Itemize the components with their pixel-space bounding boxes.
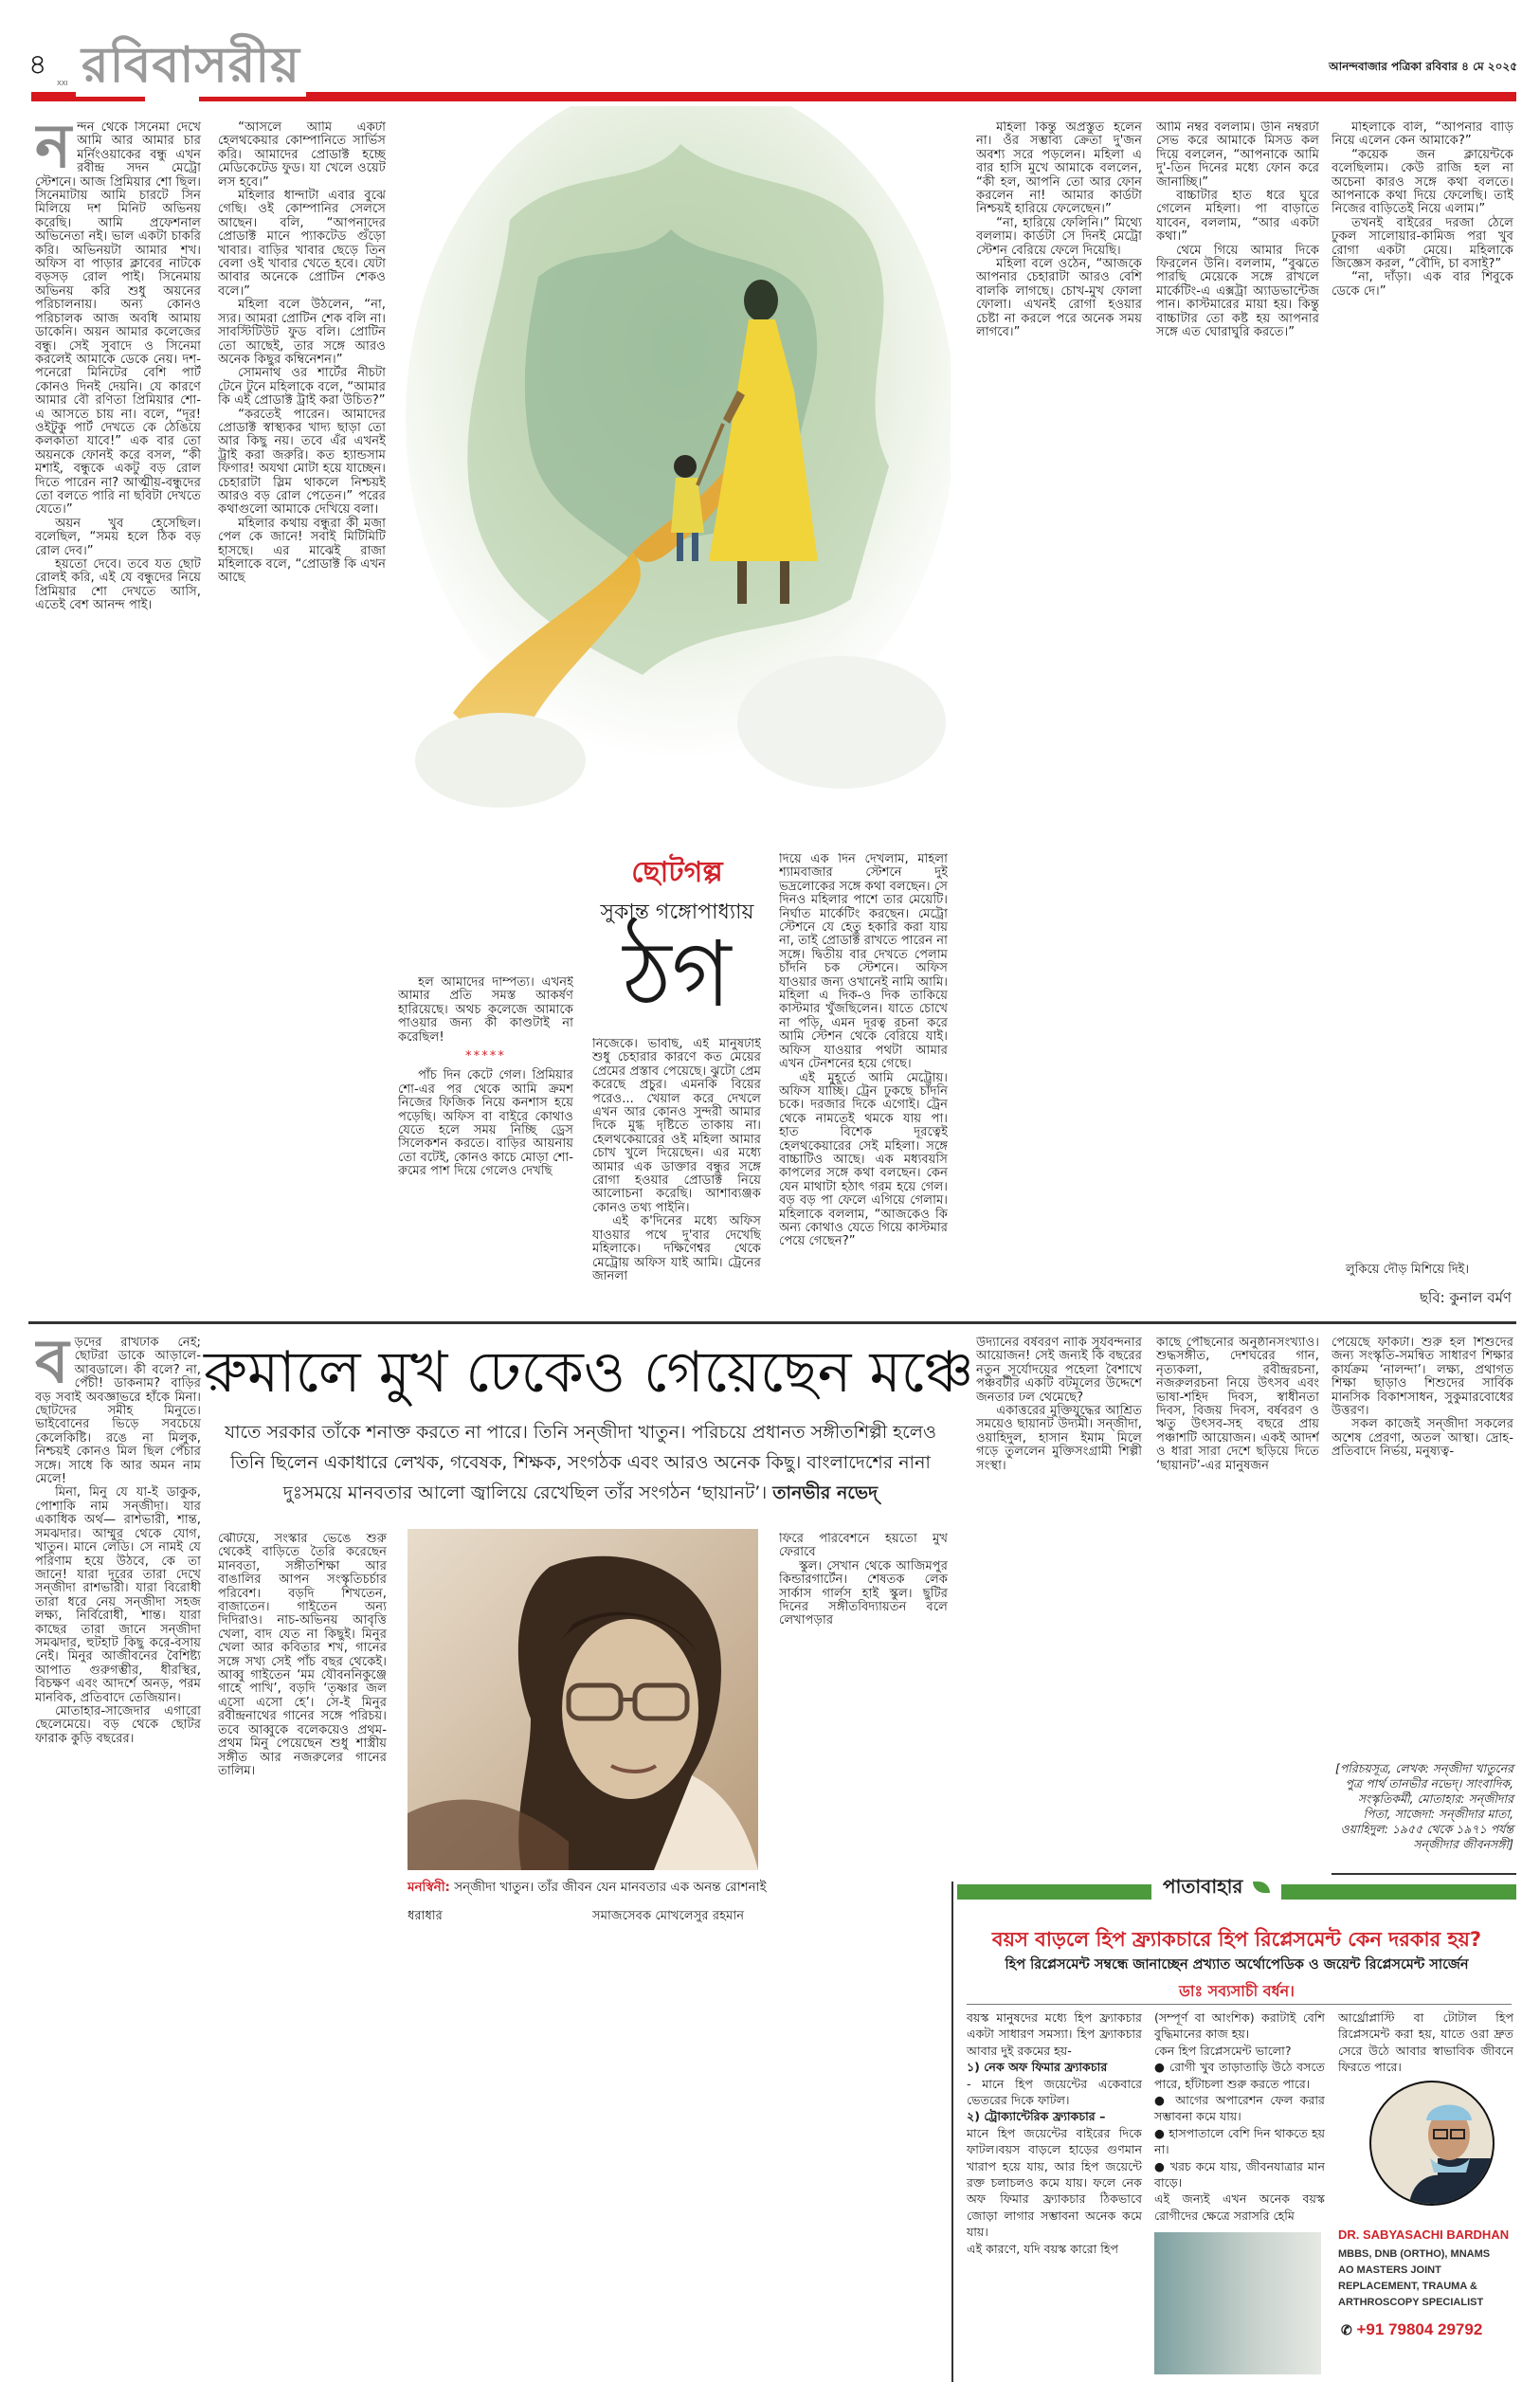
paragraph: সমাজসেবক মোখলেসুর রহমান (592, 1910, 745, 1923)
leaf-icon (1253, 1882, 1270, 1893)
paragraph: মিনা, মিনু যে যা-ই ডাকুক, পোশাকি নাম সন্‌জীদা। যার একাধিক অর্থ— রাশভারী, শান্ত, সমঝদার। আম্মুর থেকে যোগ, খাতুন। মানে লেডি। সে নামই যে পরিণাম হয়ে উঠবে, কে তা জানে! যারা দূরের তারা দেখে সন্‌জীদা রাশভারী। যারা বিরোধী তারা ধরে নেয় সন্‌জীদা সহজ লক্ষ্য, নির্বিরোধী, শান্ত। যারা কাছের তারা জানে সন্‌জীদা সমঝদার, হুটহাট কিছু করে-বসায় নেই। মিনুর আজীবনের বৈশিষ্ট্য আপাত গুরুগম্ভীর, ধীরস্থির, বিচক্ষণ এবং আদর্শে অনড়, পরম মানবিক, প্রতিবাদে তেজিয়ান। (35, 1485, 201, 1705)
story-title: ঠগ (623, 921, 732, 1027)
paragraph: পেয়েছে ফাঁকটা। শুরু হল শিশুদের জন্য সংস্কৃতি-সমন্বিত সাধারণ শিক্ষার কার্যক্রম ‘নালন্দা’। লক্ষ্য, প্রথাগত শিক্ষা ছাড়াও শিশুদের সার্বিক মানসিক বিকাশসাধন, সুকুমারবোধের উত্তরণ। (1332, 1336, 1513, 1419)
feature-column-7 (1156, 1336, 1319, 1872)
page-number: ৪ (28, 48, 47, 82)
advert-border (951, 1882, 953, 2382)
credential-line: AO MASTERS JOINT (1338, 2264, 1441, 2276)
paragraph: হয়তো দেবে। তবে যত ছোট রোলই করি, এই যে বন্ধুদের নিয়ে প্রিমিয়ার শো দেখতে আসি, এতেই বেশ আনন্দ পাই। (35, 557, 201, 613)
paragraph: থেমে গিয়ে আমার দিকে ফিরলেন উনি। বললাম, “বুঝতে পারছি মেয়েকে সঙ্গে রাখলে মার্কেটিং-এ এক্সট্রা অ্যাডভান্টেজ পান। কাস্টমারের মায়া হয়। কিন্তু বাচ্চাটার তো কষ্ট হয় আপনার সঙ্গে এত ঘোরাঘুরি করতে।” (1156, 243, 1319, 340)
advert-column-2 (1154, 2009, 1325, 2224)
paragraph: কাছে পৌঁছনোর অনুষ্ঠানসংখ্যাও। শুদ্ধসঙ্গীত, দেশঘরের গান, নৃত্যকলা, রবীন্দ্ররচনা, নজরুলরচনা নিয়ে উৎসব এবং ভাষা-শহিদ দিবস, স্বাধীনতা দিবস, বিজয় দিবস, বর্ষবরণ ও ঋতু উৎসব-সহ বছরে প্রায় পঞ্চাশটি আয়োজন। একই আদর্শ ও ধারা সারা দেশে ছড়িয়ে দিতে ‘ছায়ানট’-এর মানুষজন (1156, 1336, 1319, 1473)
paragraph: মহিলা কিন্তু অপ্রস্তুত হলেন না। ওঁর সম্ভাব্য ক্রেতা দু'জন অবশ্য সরে পড়লেন। মহিলা এ বার হাসি মুখে আমাকে বললেন, “কী হল, আপনি তো আর ফোন করলেন না! আমার কার্ডটা নিশ্চয়ই হারিয়ে ফেলেছেন।” (976, 121, 1142, 217)
phone-icon: ✆ (1341, 2322, 1352, 2337)
story-column-4 (592, 1038, 761, 1313)
paragraph: ড়দের রাখঢাক নেই; ছোটরা ডাকে আড়ালে-আবডালে। কী বলে? না, পেঁচী! ডাকনাম? বাড়ির বড় সবাই অবজ্ঞাভরে হাঁকে মিনা। ছোটদের সমীহ মিনুতে। ভাইবোনের ভিড়ে সবচেয়ে কেলেকিষ্টি। রঙে না মিলুক, নিশ্চয়ই কোনও মিল ছিল পেঁচার সঙ্গে। সাধে কি আর অমন নাম মেলে! (35, 1336, 201, 1487)
advert-bullet: ● আগের অপারেশন ফেল করার সম্ভাবনা কমে যায়। (1154, 2093, 1325, 2124)
advert-divider (967, 2004, 1512, 2005)
paragraph: আমি নম্বর বললাম। উনি নম্বরটা সেভ করে আমাকে মিসড কল দিয়ে বললেন, “আপনাকে আমি দু'-তিন দিনের মধ্যে ফোন করে জানাচ্ছি।” (1156, 121, 1319, 190)
advert-bullet: ● হাসপাতালে বেশি দিন থাকতে হয় না। (1154, 2125, 1325, 2157)
paragraph: মহিলার ধান্দাটা এবার বুঝে গেছি। ওই কোম্পানির সেলসে আছেন। বলি, “আপনাদের প্রোডাক্ট মানে প্যাকটেড গুঁড়ো খাবার। বাড়ির খাবার ছেড়ে তিন বেলা ওই খাবার খেতে হবে। যেটা আবার অনেকে প্রোটিন শেকও বলে।” (218, 189, 386, 299)
doctor-phone[interactable] (1341, 2320, 1482, 2339)
header-rule-right (199, 92, 1516, 101)
paragraph: একাত্তরের মুক্তিযুদ্ধের আশ্রিত সময়েও ছায়ানট উদ্যমী। সন্‌জীদা, ওয়াহিদুল, হাসান ইমাম মিলে গড়ে তুললেন মুক্তিসংগ্রামী শিল্পী সংস্থা। (976, 1404, 1142, 1473)
caption-text: সন্‌জীদা খাতুন। তাঁর জীবন যেন মানবতার এক অনন্ত রোশনাই (454, 1880, 767, 1895)
doctor-credentials (1338, 2246, 1490, 2311)
paragraph: সোমনাথ ওর শার্টের নীচটা টেনে টুনে মহিলাকে বলে, “আমার কি এই প্রোডাক্ট ট্রাই করা উচিত?” (218, 366, 386, 409)
bullet-text: খরচ কমে যায়, জীবনযাত্রার মান বাড়ে। (1154, 2158, 1325, 2191)
advert-brand-label (1151, 1873, 1281, 1904)
credential-line: MBBS, DNB (ORTHO), MNAMS (1338, 2248, 1491, 2260)
paragraph: ঝেঁটিয়ে, সংস্কার ভেঙে শুরু থেকেই বাড়িতে তৈরি করেছেন মানবতা, সঙ্গীতশিক্ষা আর বাঙালির আপন সংস্কৃতিচর্চার পরিবেশ। বড়দি শিখতেন, বাজাতেন। গাইতেন অন্য দিদিরাও। নাচ-অভিনয় আবৃত্তি খেলা, বাদ যেত না কিছুই। মিনুর খেলা আর কবিতার শখ, গানের সঙ্গে সখ্য সেই পাঁচ বছর থেকেই। আব্বু গাইতেন ‘মম যৌবননিকুঞ্জে গাহে পাখি’, বড়দি ‘তৃষ্ণার জল এসো এসো হে’। সে-ই মিনুর রবীন্দ্রনাথের গানের সঙ্গে পরিচয়। তবে আব্বুকে বলেকয়েও প্রথম-প্রথম মিনু পেয়েছেন শুধু শাস্ত্রীয় সঙ্গীত আর নজরুলের গানের তালিম। (218, 1533, 387, 1778)
feature-column-4 (592, 1910, 758, 2374)
story-closing-line: লুকিয়ে দৌড় মিশিয়ে দিই। (1346, 1263, 1470, 1277)
note-divider (1332, 1873, 1516, 1875)
paragraph: মোতাহার-সাজেদার এগারো ছেলেমেয়ে। বড় থেকে ছোটর ফারাক কুড়ি বছরের। (35, 1703, 201, 1746)
paragraph: নিজেকে। ভাবছি, এই মানুষটাই শুধু চেহারার কারণে কত মেয়ের প্রেমের প্রস্তাব পেয়েছে। ঝুটো প্রেম করেছে প্রচুর। এমনকি বিয়ের পরেও... খেয়াল করে দেখলে এখন আর কোনও সুন্দরী আমার দিকে মুগ্ধ দৃষ্টিতে তাকায় না। হেলথকেয়ারের ওই মহিলা আমার চোখ খুলে দিয়েছেন। এর মধ্যে আমার এক ডাক্তার বন্ধুর সঙ্গে রোগা হওয়ার প্রোডাক্ট নিয়ে আলোচনা করেছি। আশাব্যঞ্জক কোনও তথ্য পাইনি। (592, 1038, 761, 1215)
story-column-7 (1156, 121, 1319, 1316)
caption-label: মনস্বিনী: (408, 1880, 450, 1895)
advert-paragraph: আর্থ্রোপ্লাস্টি বা টোটাল হিপ রিপ্লেসমেন্ট করা হয়, যাতে ওরা দ্রুত সেরে উঠে আবার স্বাভাবিক জীবনে ফিরতে পারে। (1338, 2010, 1513, 2075)
advert-bullet: ● রোগী খুব তাড়াতাড়ি উঠে বসতে পারে, হাঁটাচলা শুরু করতে পারে। (1154, 2060, 1325, 2091)
paragraph: হল আমাদের দাম্পত্য। এখনই আমার প্রতি সমস্ত আকর্ষণ হারিয়েছে। অথচ কলেজে আমাকে পাওয়ার জন্য কী কাণ্ডটাই না করেছিল! (398, 976, 573, 1045)
paragraph: পাঁচ দিন কেটে গেল। প্রিমিয়ার শো-এর পর থেকে আমি ক্রমশ নিজের ফিজিক নিয়ে কনশাস হয়ে পড়েছি। অফিস বা বাইরে কোথাও যেতে হলে সময় নিচ্ছি ড্রেস সিলেকশন করতে। বাড়ির আয়নায় তো বটেই, কোনও কাচে মোড়া শো-রুমের পাশ দিয়ে গেলেও দেখছি (398, 1068, 573, 1179)
section-break-stars: ***** (465, 1049, 506, 1064)
advert-paragraph: - মানে হিপ জয়েন্টের একেবারে ভেতরের দিকে ফাটল। (967, 2076, 1142, 2108)
paragraph: ন্দন থেকে সিনেমা দেখে আমি আর আমার চার মর্নিংওয়াকের বন্ধু এখন রবীন্দ্র সদন মেট্রো স্টেশনে। আজ প্রিমিয়ার শো ছিল। সিনেমাটায় আমি চারটে সিন মিলিয়ে দশ মিনিট অভিনয় করেছি। আমি প্রফেশনাল অভিনেতা নই। ভাল একটা চাকরি করি। অভিনয়টা আমার শখ। অফিস বা পাড়ার ক্লাবের নাটকে বড়সড় রোল পাই। সিনেমায় অভিনয় করি শুধু অয়নের পরিচালনায়। অন্য কোনও পরিচালক আজ অবধি আমায় ডাকেনি। অয়ন আমার কলেজের বন্ধু। সেই সুবাদে ও সিনেমা করলেই আমাকে ডেকে নেয়। দশ-পনেরো মিনিটের বেশি পার্ট কোনও দিনই দেয়নি। যে কারণে আমার বৌ রণিতা প্রিমিয়ার শো-এ আসতে চায় না। বলে, “দূর! ওইটুকু পার্ট দেখতে কে ঠেঙিয়ে কলকাতা যাবে!” এক বার তো অয়নকে ফোনই করে বসল, “কী মশাই, বন্ধুকে একটু বড় রোল দিতে পারেন না? আত্মীয়-বন্ধুদের তো বলতে পারি না ছবিটা দেখতে যেতে।” (35, 121, 201, 518)
paragraph: এই ক'দিনের মধ্যে অফিস যাওয়ার পথে দু'বার দেখেছি মহিলাকে। দক্ষিণেশ্বর থেকে মেট্রোয় অফিস যাই আমি। ট্রেনের জানলা (592, 1214, 761, 1283)
paragraph: মহিলা বলে ওঠেন, “আজকে আপনার চেহারাটা আরও বেশি বালকি লাগছে। চোখ-মুখ ফোলা ফোলা। এখনই রোগা হওয়ার চেষ্টা না করলে পরে অনেক সময় লাগবে।” (976, 257, 1142, 340)
illustration-credit: ছবি: কুনাল বর্মণ (1419, 1289, 1512, 1306)
section-divider (28, 1321, 1516, 1324)
paragraph: “না, দাঁড়া। এক বার শিবুকে ডেকে দে।” (1332, 270, 1513, 299)
feature-column-6 (976, 1336, 1142, 1872)
paragraph: দিয়ে এক দিন দেখলাম, মহিলা শ্যামবাজার স্টেশনে দুই ভদ্রলোকের সঙ্গে কথা বলছেন। সে দিনও মহিলার পাশে তার মেয়েটি। নির্ঘাত মার্কেটিং করছেন। মেট্রো স্টেশনে যে হেতু হকারি করা যায় না, তাই প্রোডাক্ট রাখতে পারেন না সঙ্গে। দ্বিতীয় বার দেখতে পেলাম চাঁদনি চক স্টেশনে। অফিস যাওয়ার জন্য ওখানেই নামি আমি। মহিলা এ দিক-ও দিক তাকিয়ে কাস্টমার খুঁজছিলেন। যাতে চোখে না পড়ি, এমন দূরত্ব রচনা করে আমি স্টেশন থেকে বেরিয়ে যাই। অফিস যাওয়ার পথটা আমার এখন টেনশনের হয়ে গেছে। (779, 853, 948, 1072)
paragraph: মহিলাকে বলি, “আপনার বাড়ি নিয়ে এলেন কেন আমাকে?” (1332, 121, 1513, 149)
paragraph: সকল কাজেই সন্‌জীদা সকলের অশেষ প্রেরণা, অতল আস্থা। দ্রোহ-প্রতিবাদে নির্ভয়, মনুষ্যত্ব- (1332, 1417, 1513, 1460)
feature-standfirst (213, 1417, 948, 1508)
advert-headline: বয়স বাড়লে হিপ ফ্র্যাকচারে হিপ রিপ্লেসমেন্ট কেন দরকার হয়? (991, 1928, 1482, 1951)
paragraph: মহিলার কথায় বন্ধুরা কী মজা পেল কে জানে! সবাই মিটিমিটি হাসছে। এর মাঝেই রাজা মহিলাকে বলে, “প্রোডাক্ট কি এখন আছে (218, 516, 386, 586)
story-column-2 (218, 121, 386, 1316)
credential-line: REPLACEMENT, TRAUMA & (1338, 2281, 1477, 2292)
paragraph: বাচ্চাটার হাত ধরে ঘুরে গেলেন মহিলা। পা বাড়াতে যাবেন, বললাম, “আর একটা কথা।” (1156, 189, 1319, 245)
paragraph: অয়ন খুব হেসেছিল। বলেছিল, “সময় হলে ঠিক বড় রোল দেব।” (35, 516, 201, 558)
standfirst-text: যাতে সরকার তাঁকে শনাক্ত করতে না পারে। তিনি সন্‌জীদা খাতুন। পরিচয়ে প্রধানত সঙ্গীতশিল্পী হলেও তিনি ছিলেন একাধারে লেখক, গবেষক, শিক্ষক, সংগঠক এবং আরও অনেক কিছু। বাংলাদেশের নানা দুঃসময়ে মানবতার আলো জ্বালিয়ে রেখেছিল তাঁর সংগঠন ‘ছায়ানট’। (225, 1422, 936, 1503)
feature-column-1 (35, 1336, 201, 2374)
feature-column-5 (779, 1533, 948, 2376)
paragraph: “করতেই পারেন। আমাদের প্রোডাক্ট স্বাস্থ্যকর খাদ্য ছাড়া তো আর কিছু নয়। তবে এঁর এখনই ট্রাই করা জরুরি। কত হ্যান্ডসাম ফিগার! অযথা মোটা হয়ে যাচ্ছেন। চেহারাটা স্লিম থাকলে নিশ্চয়ই আরও বড় রোল পেতেন।” পরের কথাগুলো আমাকে দেখিয়ে বলা। (218, 407, 386, 518)
paragraph: ফিরে পরিবেশনে হয়তো মুখ ফেরাবে (779, 1533, 948, 1560)
credential-line: ARTHROSCOPY SPECIALIST (1338, 2297, 1484, 2308)
brand-label-text: পাতাবাহার (1163, 1875, 1243, 1898)
story-kicker: ছোটগল্প (631, 856, 723, 889)
phone-number[interactable]: +91 79804 29792 (1356, 2320, 1483, 2338)
advert-subhead: হিপ রিপ্লেসমেন্ট সম্বন্ধে জানাচ্ছেন প্রখ্যাত অর্থোপেডিক ও জয়েন্ট রিপ্লেসমেন্ট সার্জেন (1005, 1957, 1469, 1973)
byline: তানভীর নভেদ্ (772, 1482, 879, 1503)
bullet-text: রোগী খুব তাড়াতাড়ি উঠে বসতে পারে, হাঁটাচলা শুরু করতে পারে। (1154, 2060, 1325, 2091)
paragraph: ধরাধরি (408, 1910, 443, 1923)
advert-bullet: ● খরচ কমে যায়, জীবনযাত্রার মান বাড়ে। (1154, 2158, 1325, 2191)
advert-paragraph (967, 2059, 1142, 2075)
advert-subtitle: কেন হিপ রিপ্লেসমেন্ট ভালো? (1154, 2043, 1292, 2058)
paragraph: “কয়েক জন ক্লায়েন্টকে বলেছিলাম। কেউ রাজি হল না অচেনা কারও সঙ্গে কথা বলতে। আপনাকে কথা দিয়ে ফেলেছি। তাই নিজের বাড়িতেই নিয়ে এলাম।” (1332, 147, 1513, 217)
advert-column-1 (967, 2009, 1142, 2257)
story-illustration (396, 106, 951, 836)
doctor-name: DR. SABYASACHI BARDHAN (1338, 2227, 1510, 2242)
paragraph: স্কুল। সেখান থেকে আজিমপুর কিন্ডারগার্টেন। শেষতক লেক সার্কাস গার্লস হাই স্কুল। ছুটির দিনের সঙ্গীতবিদ্যায়তন বলে লেখাপড়ার (779, 1558, 948, 1628)
story-column-3 (398, 976, 573, 1313)
advert-paragraph: (সম্পূর্ণ বা আংশিক) করাটাই বেশি বুদ্ধিমানের কাজ হয়। (1154, 2010, 1325, 2042)
paragraph: এই মুহূর্তে আমি মেট্রোয়। অফিস যাচ্ছি। ট্রেন ঢুকছে চাঁদনি চকে। দরজার দিকে এগোই। ট্রেন থেকে নামতেই থমকে যায় পা। হাত বিশেক দূরত্বেই হেলথকেয়ারের সেই মহিলা। সঙ্গে বাচ্চাটিও আছে। এক মধ্যবয়সি কাপলের সঙ্গে কথা বলছেন। কেন যেন মাথাটা হঠাৎ গরম হয়ে গেল। বড় বড় পা ফেলে এগিয়ে গেলাম। মহিলাকে বললাম, “আজকেও কি অন্য কোথাও যেতে গিয়ে কাস্টমার পেয়ে গেছেন?” (779, 1070, 948, 1249)
paragraph: “না, হারিয়ে ফেলিনি।” মিথ্যে বললাম। কার্ডটা সে দিনই মেট্রো স্টেশন বেরিয়ে ফেলে দিয়েছি। (976, 215, 1142, 258)
drop-cap: ব (35, 1336, 69, 1397)
story-column-6 (976, 121, 1142, 1316)
fracture-type-1: ১) নেক অফ ফিমার ফ্র্যাকচার (967, 2060, 1108, 2075)
photo-caption (408, 1877, 768, 1899)
dateline: আনন্দবাজার পত্রিকা রবিবার ৪ মে ২০২৫ (1329, 60, 1517, 73)
advert-paragraph: এই কারণে, যদি বয়স্ক কারো হিপ (967, 2241, 1119, 2256)
story-column-1 (35, 121, 201, 1316)
story-column-8 (1332, 121, 1513, 1259)
paragraph: তখনই বাইরের দরজা ঠেলে ঢুকল সালোয়ার-কামিজ পরা খুব রোগা একটা মেয়ে। মহিলাকে জিজ্ঞেস করল, “বৌদি, চা বসাই?” (1332, 215, 1513, 272)
advert-paragraph (967, 2108, 1142, 2124)
advert-column-3 (1338, 2009, 1513, 2076)
feature-column-2 (218, 1533, 387, 2376)
story-column-5 (779, 853, 948, 1313)
fracture-type-2: ২) ট্রোক্যান্টেরিক ফ্র্যাকচার – (967, 2109, 1106, 2124)
portrait-photo (408, 1529, 758, 1870)
advert-paragraph: এই জন্যই এখন অনেক বয়স্ক রোগীদের ক্ষেত্রে সরাসরি হেমি (1154, 2191, 1325, 2223)
paragraph: “আসলে আমি একটা হেলথকেয়ার কোম্পানিতে সার্ভিস করি। আমাদের প্রোডাক্ট হচ্ছে মেডিকেটেড ফুড। যা খেলে ওয়েট লস হবে।” (218, 121, 386, 190)
xray-image (1154, 2232, 1321, 2374)
advert-doctor-bn: ডাঃ সব্যসাচী বর্ধন। (1179, 1982, 1295, 2000)
bullet-text: আগের অপারেশন ফেল করার সম্ভাবনা কমে যায়। (1154, 2093, 1325, 2124)
doctor-photo (1369, 2081, 1495, 2206)
feature-column-3 (408, 1910, 573, 2374)
section-masthead: রবিবাসরীয় (76, 34, 306, 97)
edition-mark: XXI (57, 80, 68, 87)
feature-headline: রুমালে মুখ ঢেকেও গেয়েছেন মঞ্চে (204, 1339, 974, 1406)
bullet-text: হাসপাতালে বেশি দিন থাকতে হয় না। (1154, 2125, 1325, 2157)
advert-paragraph: বয়স্ক মানুষদের মধ্যে হিপ ফ্র্যাকচার একটা সাধারণ সমস্যা। হিপ ফ্র্যাকচার আবার দুই রকমের হয়- (967, 2010, 1142, 2058)
story-author: সুকান্ত গঙ্গোপাধ্যায় (600, 900, 754, 924)
sources-note: [পরিচয়সূত্র, লেখক: সন্‌জীদা খাতুনের পুত্র পার্থ তানভীর নভেদ্। সাংবাদিক, সংস্কৃতিকর্মী, মোতাহার: সন্‌জীদার পিতা, সাজেদা: সন্‌জীদার মাতা, ওয়াহিদুল: ১৯৫৫ থেকে ১৯৭১ পর্যন্ত সন্‌জীদার জীবনসঙ্গী] (1334, 1761, 1513, 1851)
feature-column-8 (1332, 1336, 1513, 1754)
advert-paragraph: মানে হিপ জয়েন্টের বাইরের দিকে ফাটল।বয়স বাড়লে হাড়ের গুণমান খারাপ হয়ে যায়, আর হিপ জয়েন্টে রক্ত চলাচলও কমে যায়। ফলে নেক অফ ফিমার ফ্র্যাকচার ঠিকভাবে জোড়া লাগার সম্ভাবনা অনেক কমে যায়। (967, 2125, 1142, 2240)
paragraph: মহিলা বলে উঠলেন, “না, স্যর। আমরা প্রোটিন শেক বলি না। সাবস্টিটিউট ফুড বলি। প্রোটিন তো আছেই, তার সঙ্গে আরও অনেক কিছুর কম্বিনেশন।” (218, 298, 386, 367)
paragraph: উদ্যানের বর্ষবরণ নাকি সূর্যবন্দনার আয়োজন! সেই জন্যই কি বছরের নতুন সূর্যোদয়ের পহেলা বৈশাখে পঞ্চবটীর একটি বটমূলের উদ্দেশে জনতার ঢল থেমেছে? (976, 1336, 1142, 1405)
drop-cap: ন (35, 121, 72, 182)
